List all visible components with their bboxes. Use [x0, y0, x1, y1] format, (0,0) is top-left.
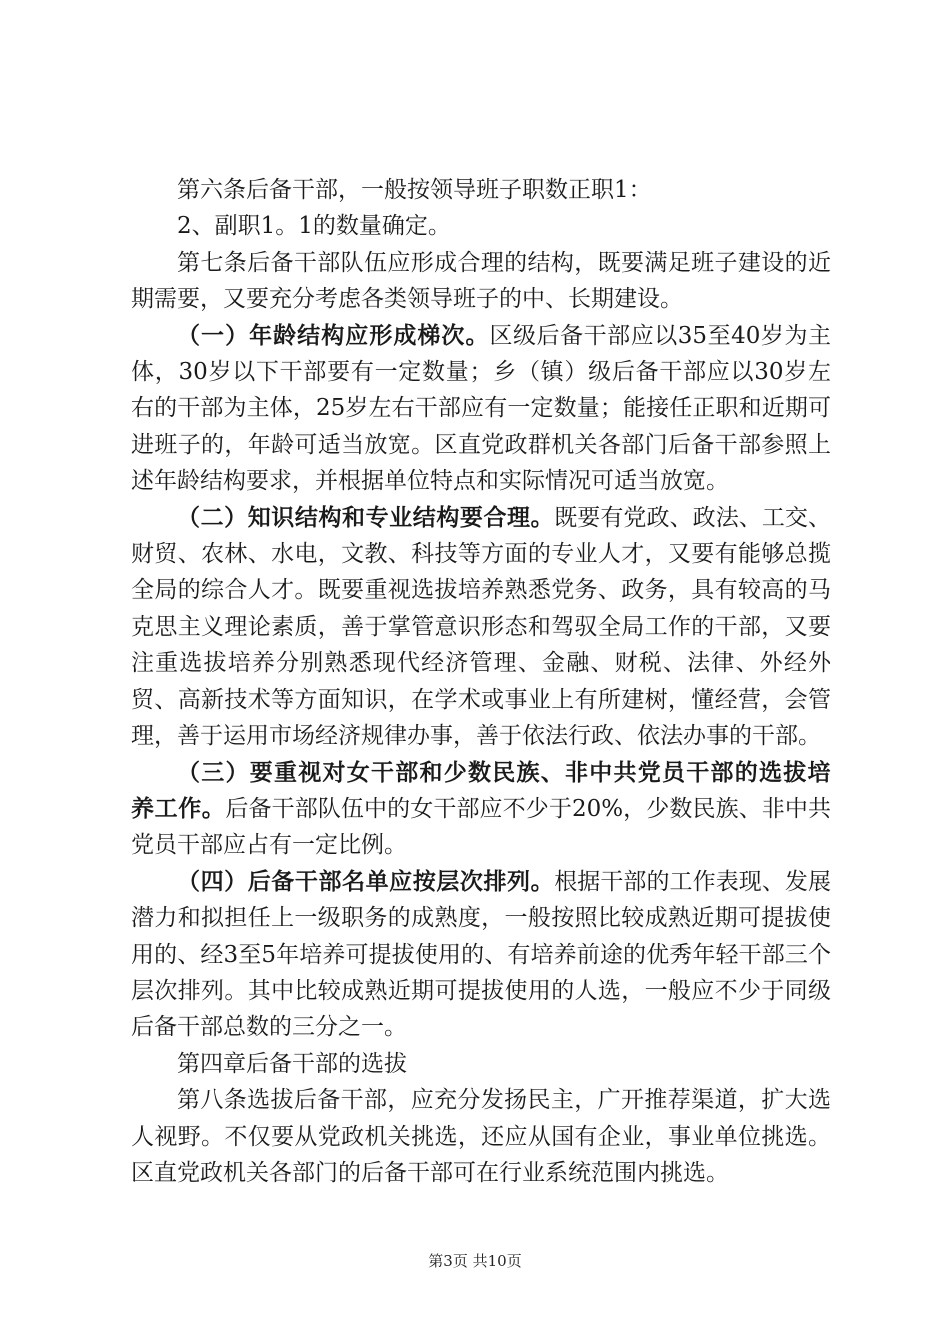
paragraph-text: 区级后备干部应以35至40岁为主体，30岁以下干部要有一定数量；乡（镇）级后备干部应以30岁左右的干部为主体，25岁左右干部应有一定数量；能接任正职和近期可进班子的，年龄可适当放宽。区直党政群机关各部门后备干部参照上述年龄结构要求，并根据单位特点和实际情况可适当放宽。 [131, 322, 831, 495]
paragraph-heading: （三）要重视对女干部和少数民族、非中共党员干部的选拔培养工作。 [131, 759, 831, 822]
paragraph-article-6 [131, 172, 831, 208]
paragraph-text: 第四章后备干部的选拔 [177, 1050, 407, 1077]
paragraph-text: 第六条后备干部，一般按领导班子职数正职1： [177, 177, 652, 203]
paragraph-ranking [131, 864, 831, 1046]
paragraph-knowledge-structure [131, 500, 831, 755]
paragraph-women-minorities [131, 755, 831, 864]
paragraph-text: 第八条选拔后备干部，应充分发扬民主，广开推荐渠道，扩大选人视野。不仅要从党政机关挑选，还应从国有企业，事业单位挑选。区直党政机关各部门的后备干部可在行业系统范围内挑选。 [131, 1087, 831, 1186]
paragraph-heading: （四）后备干部名单应按层次排列。 [177, 868, 555, 895]
paragraph-age-structure [131, 318, 831, 500]
paragraph-heading: （二）知识结构和专业结构要合理。 [177, 504, 555, 531]
paragraph-heading: （一）年龄结构应形成梯次。 [177, 322, 490, 349]
paragraph-article-8 [131, 1082, 831, 1191]
paragraph-deputy-ratio [131, 208, 831, 244]
paragraph-text: 既要有党政、政法、工交、财贸、农林、水电，文教、科技等方面的专业人才，又要有能够总揽全局的综合人才。既要重视选拔培养熟悉党务、政务，具有较高的马克思主义理论素质，善于掌管意识形态和驾驭全局工作的干部，又要注重选拔培养分别熟悉现代经济管理、金融、财税、法律、外经外贸、高新技术等方面知识，在学术或事业上有所建树，懂经营，会管理，善于运用市场经济规律办事，善于依法行政、依法办事的干部。 [131, 504, 832, 750]
page-footer: 第3页 共10页 [428, 1252, 522, 1270]
chapter-heading [131, 1046, 831, 1082]
paragraph-text: 2、副职1。1的数量确定。 [177, 213, 451, 240]
paragraph-article-7 [131, 245, 831, 318]
paragraph-text: 根据干部的工作表现、发展潜力和拟担任上一级职务的成熟度，一般按照比较成熟近期可提拔使用的、经3至5年培养可提拔使用的、有培养前途的优秀年轻干部三个层次排列。其中比较成熟近期可提拔使用的人选，一般应不少于同级后备干部总数的三分之一。 [131, 868, 832, 1041]
document-body [131, 172, 831, 1191]
paragraph-text: 后备干部队伍中的女干部应不少于20%，少数民族、非中共党员干部应占有一定比例。 [131, 795, 832, 859]
paragraph-text: 第七条后备干部队伍应形成合理的结构，既要满足班子建设的近期需要，又要充分考虑各类领导班子的中、长期建设。 [131, 249, 831, 313]
